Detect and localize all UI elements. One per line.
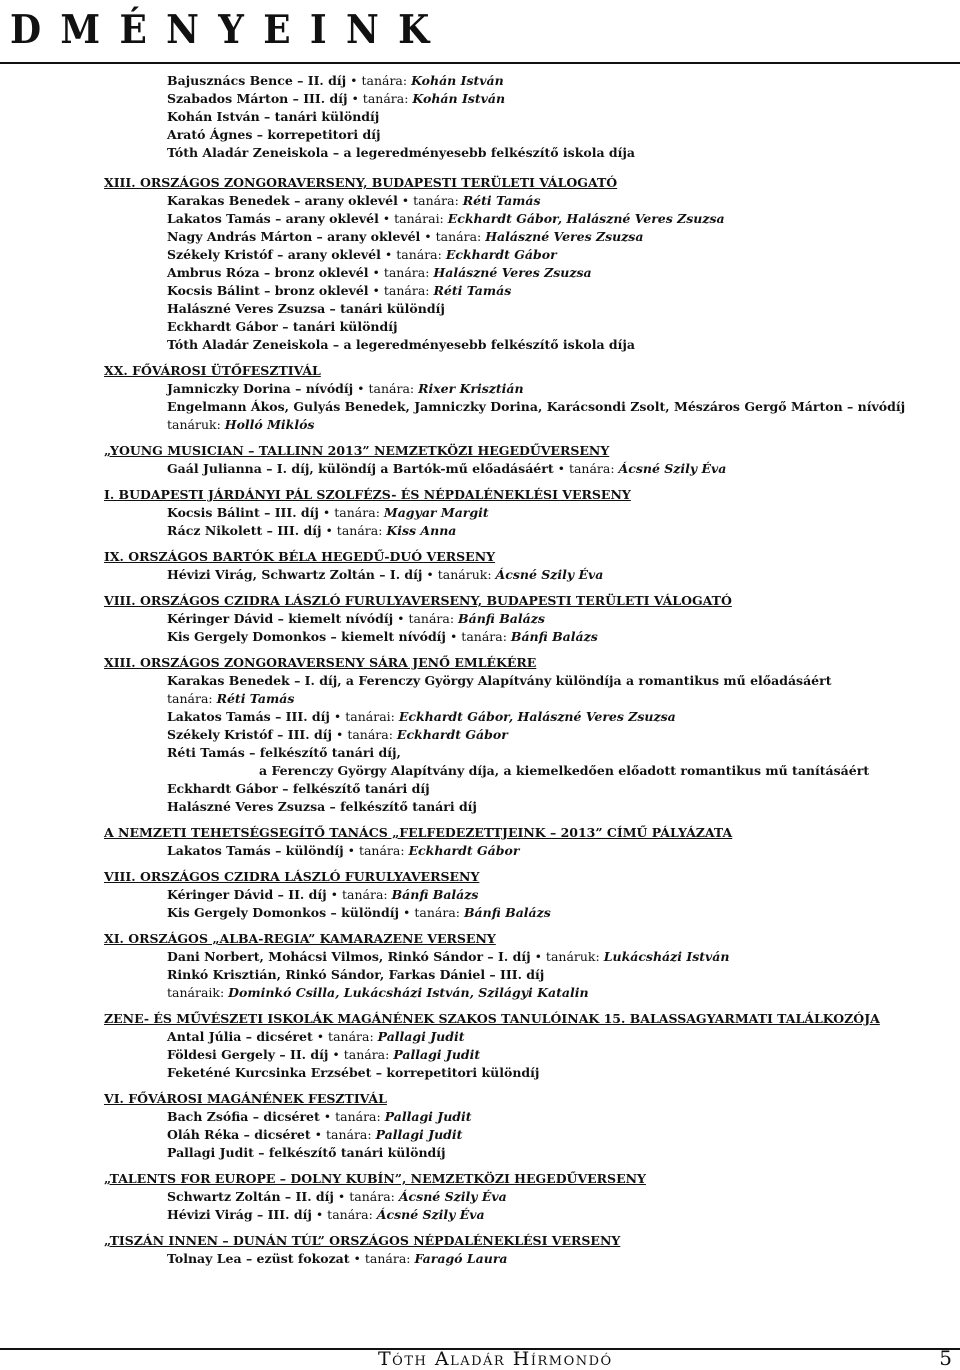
award-text: Pallagi Judit – felkészítő tanári különdíj: [167, 1145, 446, 1160]
award-text: Hévizi Virág, Schwartz Zoltán – I. díj: [167, 567, 423, 582]
result-line: [167, 842, 954, 860]
competition-section: [104, 654, 954, 816]
teacher-label: tanára:: [334, 505, 384, 520]
award-text: Nagy András Márton – arany oklevél: [167, 229, 421, 244]
competition-heading: XIII. ORSZÁGOS ZONGORAVERSENY SÁRA JENŐ EMLÉKÉRE: [104, 655, 537, 670]
award-text: Feketéné Kurcsinka Erzsébet – korrepetitori különdíj: [167, 1065, 540, 1080]
teacher-name: Kohán István: [412, 91, 506, 106]
result-line: [167, 90, 954, 108]
competition-heading: XI. ORSZÁGOS „ALBA-REGIA” KAMARAZENE VERSENY: [104, 931, 496, 946]
award-text: Székely Kristóf – arany oklevél: [167, 247, 381, 262]
competition-heading: ZENE- ÉS MŰVÉSZETI ISKOLÁK MAGÁNÉNEK SZAKOS TANULÓINAK 15. BALASSAGYARMATI TALÁLKOZÓJA: [104, 1011, 880, 1026]
result-line: [167, 1144, 954, 1162]
teacher-label: tanára:: [167, 691, 217, 706]
bullet-separator: •: [422, 567, 438, 582]
competition-section: [104, 930, 954, 1002]
competition-heading: I. BUDAPESTI JÁRDÁNYI PÁL SZOLFÉZS- ÉS NÉPDALÉNEKLÉSI VERSENY: [104, 487, 631, 502]
result-line: [167, 380, 954, 398]
result-line: [167, 318, 954, 336]
teacher-name: Pallagi Judit: [384, 1109, 472, 1124]
competition-heading: VIII. ORSZÁGOS CZIDRA LÁSZLÓ FURULYAVERSENY: [104, 869, 480, 884]
award-text: Gaál Julianna – I. díj, különdíj a Bartók-mű előadásáért: [167, 461, 554, 476]
teacher-name: Eckhardt Gábor, Halászné Veres Zsuzsa: [447, 211, 725, 226]
award-text: Hévizi Virág – III. díj: [167, 1207, 312, 1222]
award-text: Kis Gergely Domonkos – különdíj: [167, 905, 400, 920]
teacher-label: tanára:: [414, 905, 464, 920]
header-rule: [0, 62, 960, 64]
teacher-name: Pallagi Judit: [375, 1127, 463, 1142]
result-line: [167, 708, 954, 726]
competition-heading: XX. FŐVÁROSI ÜTŐFESZTIVÁL: [104, 363, 321, 378]
bullet-separator: •: [318, 505, 335, 520]
competition-section: [104, 442, 954, 478]
teacher-name: Bánfi Balázs: [458, 611, 545, 626]
award-text: Tóth Aladár Zeneiskola – a legeredményesebb felkészítő iskola díja: [167, 337, 636, 352]
teacher-name: Magyar Margit: [383, 505, 489, 520]
result-line: [167, 192, 954, 210]
award-text: Lakatos Tamás – III. díj: [167, 709, 330, 724]
teacher-label: tanára:: [347, 727, 397, 742]
bullet-separator: •: [349, 1251, 365, 1266]
result-line: [167, 300, 954, 318]
bullet-separator: •: [353, 381, 369, 396]
result-line: [167, 672, 954, 690]
award-text: Karakas Benedek – I. díj, a Ferenczy György Alapítvány különdíja a romantikus mű előadásáért: [167, 673, 832, 688]
teacher-label: tanáraik:: [167, 985, 229, 1000]
result-line: [167, 762, 954, 780]
teacher-label: tanára:: [383, 265, 434, 280]
award-text: Engelmann Ákos, Gulyás Benedek, Jamniczky Dorina, Karácsondi Zsolt, Mészáros Gergő Márton – nívódíj: [167, 399, 906, 414]
bullet-separator: •: [312, 1029, 329, 1044]
teacher-label: tanára:: [335, 1109, 385, 1124]
bullet-separator: •: [333, 1189, 350, 1204]
competition-heading: XIII. ORSZÁGOS ZONGORAVERSENY, BUDAPESTI TERÜLETI VÁLOGATÓ: [104, 175, 618, 190]
teacher-name: Ácsné Szily Éva: [495, 567, 604, 582]
teacher-name: Halászné Veres Zsuzsa: [433, 265, 592, 280]
bullet-separator: •: [319, 1109, 336, 1124]
award-text: Szabados Márton – III. díj: [167, 91, 348, 106]
teacher-label: tanára:: [408, 611, 459, 626]
bullet-separator: •: [346, 73, 362, 88]
bullet-separator: •: [321, 523, 337, 538]
result-line: [167, 610, 954, 628]
award-text: a Ferenczy György Alapítvány díja, a kiemelkedően előadott romantikus mű tanításáért: [259, 763, 870, 778]
award-text: Bajusznács Bence – II. díj: [167, 73, 347, 88]
teacher-label: tanáruk:: [545, 949, 604, 964]
award-text: Kis Gergely Domonkos – kiemelt nívódíj: [167, 629, 446, 644]
competition-section: [104, 548, 954, 584]
result-line: [167, 460, 954, 478]
bullet-separator: •: [393, 611, 409, 626]
result-line: [167, 210, 954, 228]
teacher-label: tanára:: [327, 1207, 377, 1222]
page-title: DMÉNYEINK: [10, 7, 449, 53]
award-text: Lakatos Tamás – különdíj: [167, 843, 344, 858]
bullet-separator: •: [328, 1047, 344, 1062]
bullet-separator: •: [311, 1207, 328, 1222]
competition-heading: A NEMZETI TEHETSÉGSEGÍTŐ TANÁCS „FELFEDEZETTJEINK – 2013” CÍMŰ PÁLYÁZATA: [104, 825, 733, 840]
teacher-name: Bánfi Balázs: [463, 905, 551, 920]
competition-heading: IX. ORSZÁGOS BARTÓK BÉLA HEGEDŰ-DUÓ VERSENY: [104, 549, 496, 564]
bullet-separator: •: [326, 887, 342, 902]
competition-heading: „YOUNG MUSICIAN – TALLINN 2013” NEMZETKÖZI HEGEDŰVERSENY: [104, 443, 610, 458]
competition-section: [104, 1170, 954, 1224]
result-line: [167, 1250, 954, 1268]
teacher-name: Réti Tamás: [433, 283, 512, 298]
result-line: [167, 1046, 954, 1064]
competition-heading: „TISZÁN INNEN – DUNÁN TÚL” ORSZÁGOS NÉPDALÉNEKLÉSI VERSENY: [104, 1233, 621, 1248]
competition-heading: VIII. ORSZÁGOS CZIDRA LÁSZLÓ FURULYAVERSENY, BUDAPESTI TERÜLETI VÁLOGATÓ: [104, 593, 732, 608]
result-line: [167, 798, 954, 816]
teacher-name: Faragó Laura: [414, 1251, 508, 1266]
result-line: [167, 566, 954, 584]
award-text: Karakas Benedek – arany oklevél: [167, 193, 398, 208]
award-text: Tóth Aladár Zeneiskola – a legeredményesebb felkészítő iskola díja: [167, 145, 636, 160]
teacher-name: Dominkó Csilla, Lukácsházi István, Szilágyi Katalin: [228, 985, 589, 1000]
page-number: 5: [939, 1346, 952, 1370]
bullet-separator: •: [530, 949, 546, 964]
award-text: Eckhardt Gábor – tanári különdíj: [167, 319, 398, 334]
bullet-separator: •: [368, 265, 384, 280]
bullet-separator: •: [343, 843, 359, 858]
result-line: [167, 336, 954, 354]
award-text: Ambrus Róza – bronz oklevél: [167, 265, 369, 280]
bullet-separator: •: [368, 283, 384, 298]
award-text: Kocsis Bálint – III. díj: [167, 505, 319, 520]
award-text: Lakatos Tamás – arany oklevél: [167, 211, 379, 226]
result-line: [167, 726, 954, 744]
bullet-separator: •: [347, 91, 363, 106]
teacher-label: tanárai:: [394, 211, 448, 226]
teacher-name: Holló Miklós: [224, 417, 315, 432]
teacher-label: tanára:: [361, 73, 412, 88]
result-line: [167, 1188, 954, 1206]
result-line: [167, 1206, 954, 1224]
teacher-label: tanára:: [358, 843, 409, 858]
award-text: Schwartz Zoltán – II. díj: [167, 1189, 334, 1204]
teacher-label: tanára:: [413, 193, 463, 208]
award-text: Tolnay Lea – ezüst fokozat: [167, 1251, 350, 1266]
award-text: Halászné Veres Zsuzsa – tanári különdíj: [167, 301, 445, 316]
teacher-name: Bánfi Balázs: [510, 629, 598, 644]
teacher-name: Eckhardt Gábor, Halászné Veres Zsuzsa: [398, 709, 676, 724]
teacher-name: Eckhardt Gábor: [445, 247, 557, 262]
teacher-name: Halászné Veres Zsuzsa: [485, 229, 644, 244]
result-line: [167, 108, 954, 126]
result-line: [167, 1028, 954, 1046]
award-text: Antal Júlia – dicséret: [167, 1029, 313, 1044]
teacher-label: tanára:: [568, 461, 619, 476]
award-text: Réti Tamás – felkészítő tanári díj,: [167, 745, 401, 760]
teacher-name: Bánfi Balázs: [391, 887, 479, 902]
competition-section: [104, 824, 954, 860]
teacher-label: tanára:: [336, 523, 387, 538]
teacher-label: tanára:: [383, 283, 434, 298]
result-line: [167, 780, 954, 798]
bullet-separator: •: [380, 247, 397, 262]
result-line: [167, 966, 954, 984]
teacher-name: Eckhardt Gábor: [408, 843, 520, 858]
teacher-label: tanáruk:: [167, 417, 225, 432]
teacher-label: tanára:: [349, 1189, 399, 1204]
teacher-name: Kiss Anna: [386, 523, 457, 538]
result-line: [167, 416, 954, 434]
teacher-label: tanára:: [362, 91, 413, 106]
teacher-label: tanára:: [328, 1029, 378, 1044]
competition-section: [104, 486, 954, 540]
award-text: Oláh Réka – dicséret: [167, 1127, 311, 1142]
competition-section: [104, 1232, 954, 1268]
result-line: [167, 264, 954, 282]
result-line: [167, 504, 954, 522]
teacher-label: tanárai:: [345, 709, 399, 724]
bullet-separator: •: [378, 211, 395, 226]
award-text: Kocsis Bálint – bronz oklevél: [167, 283, 369, 298]
teacher-name: Pallagi Judit: [377, 1029, 465, 1044]
competition-heading: „TALENTS FOR EUROPE – DOLNY KUBÍN”, NEMZETKÖZI HEGEDŰVERSENY: [104, 1171, 646, 1186]
competition-section: [104, 362, 954, 434]
result-line: [167, 628, 954, 646]
teacher-name: Kohán István: [411, 73, 504, 88]
award-text: Bach Zsófia – dicséret: [167, 1109, 320, 1124]
publication-name: Tóth Aladár Hírmondó: [378, 1348, 613, 1370]
bullet-separator: •: [329, 709, 346, 724]
teacher-label: tanára:: [368, 381, 419, 396]
result-line: [167, 126, 954, 144]
result-line: [167, 228, 954, 246]
award-text: Rinkó Krisztián, Rinkó Sándor, Farkas Dániel – III. díj: [167, 967, 545, 982]
teacher-name: Réti Tamás: [462, 193, 541, 208]
award-text: Halászné Veres Zsuzsa – felkészítő tanári díj: [167, 799, 477, 814]
teacher-name: Ácsné Szily Éva: [398, 1189, 507, 1204]
result-line: [167, 522, 954, 540]
result-line: [167, 1064, 954, 1082]
award-text: Arató Ágnes – korrepetitori díj: [167, 127, 381, 142]
teacher-name: Rixer Krisztián: [418, 381, 524, 396]
teacher-label: tanára:: [396, 247, 446, 262]
teacher-name: Ácsné Szily Éva: [376, 1207, 485, 1222]
teacher-label: tanára:: [435, 229, 486, 244]
bullet-separator: •: [399, 905, 415, 920]
teacher-label: tanára:: [343, 1047, 394, 1062]
bullet-separator: •: [420, 229, 436, 244]
result-line: [167, 1126, 954, 1144]
award-text: Eckhardt Gábor – felkészítő tanári díj: [167, 781, 430, 796]
teacher-label: tanára:: [461, 629, 511, 644]
teacher-name: Ácsné Szily Éva: [618, 461, 727, 476]
award-text: Kohán István – tanári különdíj: [167, 109, 380, 124]
result-line: [167, 744, 954, 762]
teacher-name: Réti Tamás: [216, 691, 295, 706]
result-line: [167, 398, 954, 416]
bullet-separator: •: [310, 1127, 326, 1142]
award-text: Dani Norbert, Mohácsi Vilmos, Rinkó Sándor – I. díj: [167, 949, 531, 964]
teacher-label: tanáruk:: [437, 567, 496, 582]
competition-heading: VI. FŐVÁROSI MAGÁNÉNEK FESZTIVÁL: [104, 1091, 387, 1106]
award-text: Jamniczky Dorina – nívódíj: [167, 381, 354, 396]
teacher-name: Eckhardt Gábor: [396, 727, 508, 742]
result-line: [167, 690, 954, 708]
teacher-label: tanára:: [325, 1127, 376, 1142]
result-line: [167, 72, 954, 90]
competition-section: [104, 868, 954, 922]
teacher-name: Pallagi Judit: [393, 1047, 481, 1062]
result-line: [167, 246, 954, 264]
result-line: [167, 948, 954, 966]
bullet-separator: •: [445, 629, 462, 644]
result-line: [167, 1108, 954, 1126]
bullet-separator: •: [397, 193, 414, 208]
award-text: Rácz Nikolett – III. díj: [167, 523, 322, 538]
teacher-name: Lukácsházi István: [603, 949, 730, 964]
bullet-separator: •: [553, 461, 569, 476]
competition-section: [104, 1090, 954, 1162]
competition-section: [104, 174, 954, 354]
competition-section: [104, 72, 954, 162]
award-text: Földesi Gergely – II. díj: [167, 1047, 329, 1062]
teacher-label: tanára:: [364, 1251, 415, 1266]
bullet-separator: •: [332, 727, 348, 742]
result-line: [167, 904, 954, 922]
competition-section: [104, 1010, 954, 1082]
teacher-label: tanára:: [341, 887, 392, 902]
competition-section: [104, 592, 954, 646]
award-text: Kéringer Dávid – II. díj: [167, 887, 327, 902]
award-text: Székely Kristóf – III. díj: [167, 727, 332, 742]
result-line: [167, 144, 954, 162]
result-line: [167, 984, 954, 1002]
result-line: [167, 886, 954, 904]
result-line: [167, 282, 954, 300]
results-list: [104, 72, 954, 1276]
award-text: Kéringer Dávid – kiemelt nívódíj: [167, 611, 394, 626]
